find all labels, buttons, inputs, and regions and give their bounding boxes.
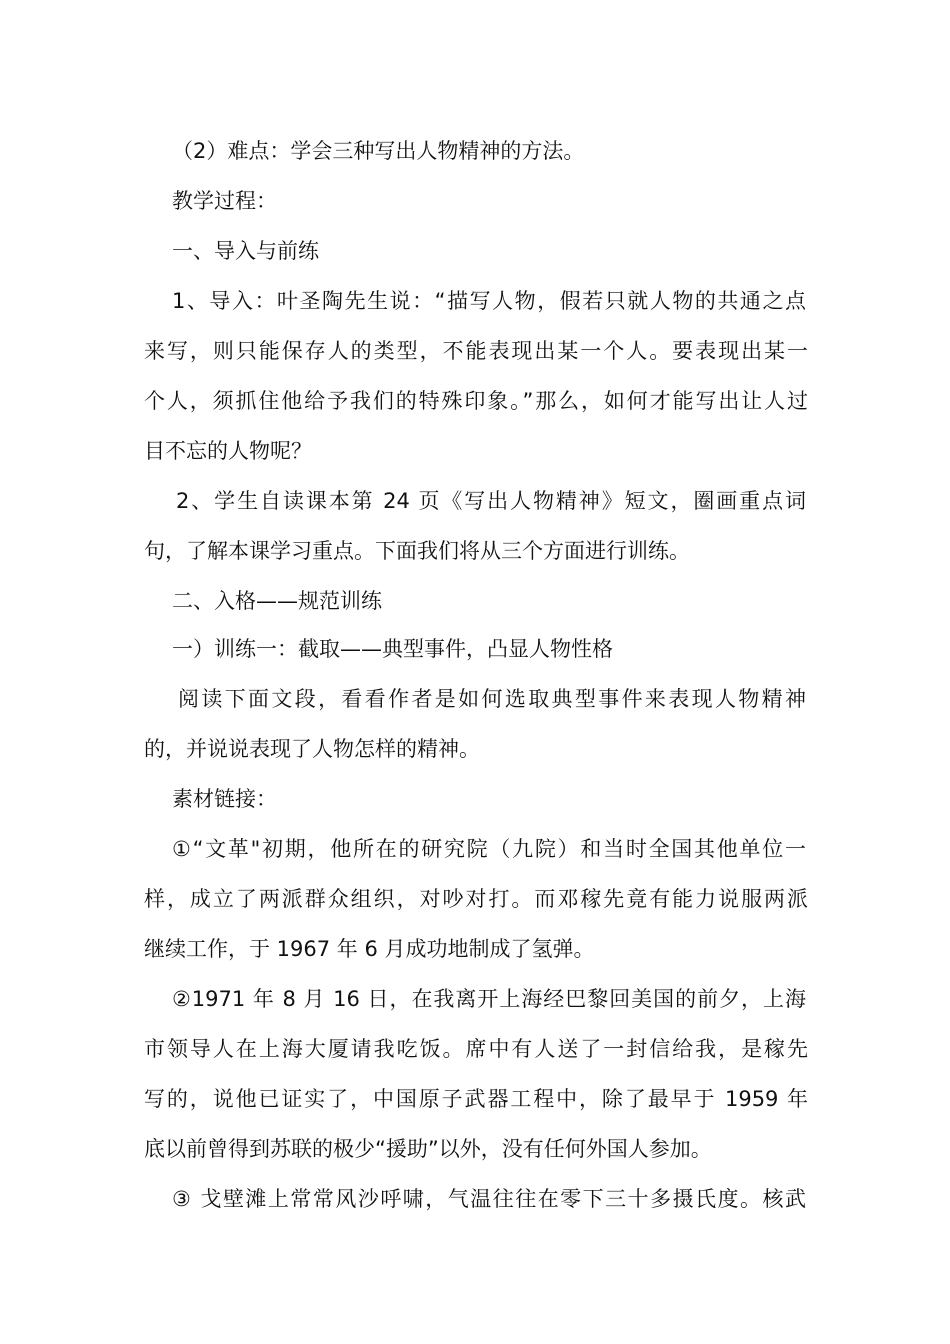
material-two-line-2: 市领导人在上海大厦请我吃饭。席中有人送了一封信给我，是稼先 bbox=[144, 1037, 808, 1061]
material-link-heading: 素材链接： bbox=[172, 787, 277, 811]
material-two-line-4: 底以前曾得到苏联的极少“援助”以外，没有任何外国人参加。 bbox=[144, 1137, 712, 1161]
material-one-line-3: 继续工作，于 1967 年 6 月成功地制成了氢弹。 bbox=[144, 937, 595, 961]
reading-task-line-2: 的，并说说表现了人物怎样的精神。 bbox=[144, 737, 480, 761]
intro-paragraph-line-3: 个人，须抓住他给予我们的特殊印象。”那么，如何才能写出让人过 bbox=[144, 389, 808, 413]
section-two-heading: 二、入格——规范训练 bbox=[172, 589, 382, 613]
intro-paragraph-line-2: 来写，则只能保存人的类型，不能表现出某一个人。要表现出某一 bbox=[144, 339, 808, 363]
intro-paragraph-line-1: 1、导入：叶圣陶先生说：“描写人物，假若只就人物的共通之点 bbox=[172, 289, 806, 313]
material-three-line-1: ③ 戈壁滩上常常风沙呼啸，气温往往在零下三十多摄氏度。核武 bbox=[172, 1187, 806, 1211]
self-reading-line-1: 2、学生自读课本第 24 页《写出人物精神》短文，圈画重点词 bbox=[176, 489, 806, 513]
intro-paragraph-line-4: 目不忘的人物呢？ bbox=[144, 439, 312, 463]
training-one-heading: 一）训练一：截取——典型事件，凸显人物性格 bbox=[172, 637, 613, 661]
material-one-line-1: ①“文革"初期，他所在的研究院（九院）和当时全国其他单位一 bbox=[172, 837, 806, 861]
reading-task-line-1: 阅读下面文段，看看作者是如何选取典型事件来表现人物精神 bbox=[178, 687, 806, 711]
material-two-line-3: 写的，说他已证实了，中国原子武器工程中，除了最早于 1959 年 bbox=[144, 1087, 808, 1111]
self-reading-line-2: 句，了解本课学习重点。下面我们将从三个方面进行训练。 bbox=[144, 539, 690, 563]
section-one-heading: 一、导入与前练 bbox=[172, 239, 319, 263]
material-one-line-2: 样，成立了两派群众组织，对吵对打。而邓稼先竟有能力说服两派 bbox=[144, 887, 808, 911]
teaching-process-heading: 教学过程： bbox=[172, 189, 277, 213]
material-two-line-1: ②1971 年 8 月 16 日，在我离开上海经巴黎回美国的前夕，上海 bbox=[172, 987, 806, 1011]
difficulty-point-line: （2）难点：学会三种写出人物精神的方法。 bbox=[172, 139, 585, 163]
